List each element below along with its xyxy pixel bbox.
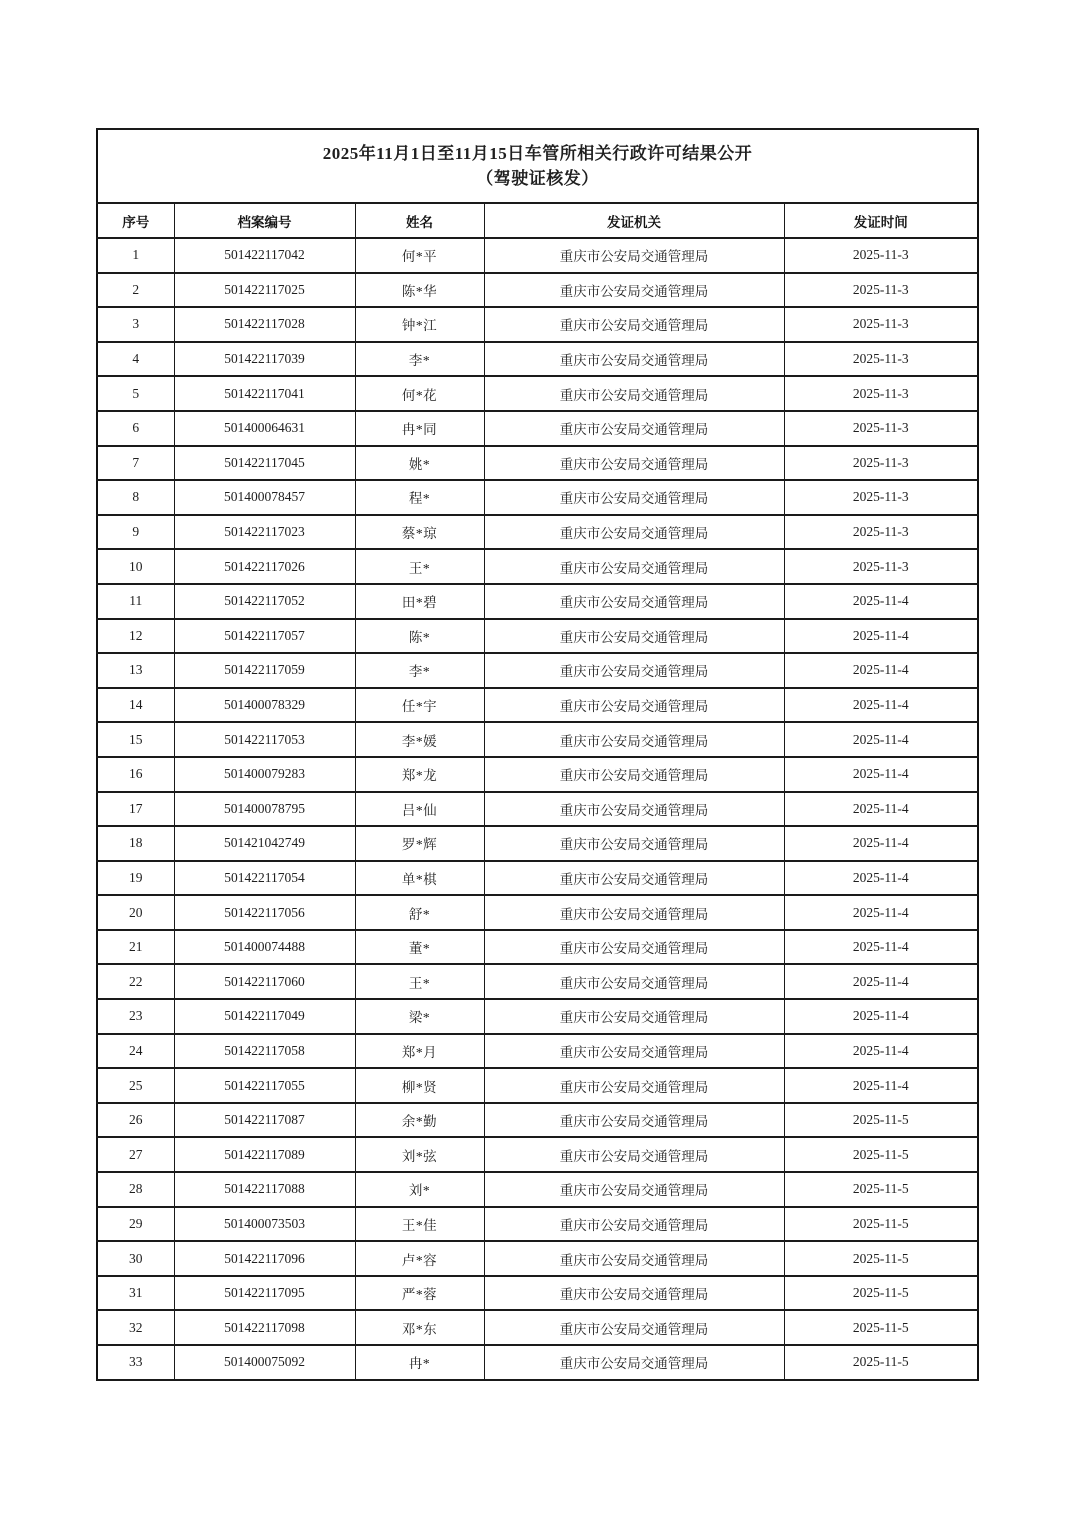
table-row bbox=[97, 549, 978, 584]
cell-name: 冉*同 bbox=[355, 411, 484, 446]
cell-issue-date: 2025-11-3 bbox=[784, 480, 978, 515]
cell-issue-date: 2025-11-4 bbox=[784, 584, 978, 619]
cell-issue-date: 2025-11-4 bbox=[784, 653, 978, 688]
cell-issue-date: 2025-11-4 bbox=[784, 1034, 978, 1069]
cell-issuer: 重庆市公安局交通管理局 bbox=[484, 1172, 784, 1207]
table-row bbox=[97, 1241, 978, 1276]
cell-issue-date: 2025-11-4 bbox=[784, 930, 978, 965]
table-row bbox=[97, 1310, 978, 1345]
cell-issue-date: 2025-11-5 bbox=[784, 1207, 978, 1242]
cell-file-number: 501400074488 bbox=[174, 930, 355, 965]
cell-file-number: 501422117057 bbox=[174, 619, 355, 654]
cell-index: 33 bbox=[97, 1345, 174, 1380]
cell-name: 任*宇 bbox=[355, 688, 484, 723]
cell-issue-date: 2025-11-4 bbox=[784, 895, 978, 930]
cell-issue-date: 2025-11-3 bbox=[784, 307, 978, 342]
cell-issuer: 重庆市公安局交通管理局 bbox=[484, 584, 784, 619]
cell-name: 何*花 bbox=[355, 376, 484, 411]
cell-issuer: 重庆市公安局交通管理局 bbox=[484, 619, 784, 654]
table-row bbox=[97, 688, 978, 723]
col-header-issue-date: 发证时间 bbox=[784, 203, 978, 238]
cell-issuer: 重庆市公安局交通管理局 bbox=[484, 1034, 784, 1069]
cell-file-number: 501422117055 bbox=[174, 1068, 355, 1103]
cell-index: 7 bbox=[97, 446, 174, 481]
cell-index: 17 bbox=[97, 792, 174, 827]
page-title bbox=[97, 129, 978, 203]
table-row bbox=[97, 446, 978, 481]
cell-issuer: 重庆市公安局交通管理局 bbox=[484, 999, 784, 1034]
cell-index: 3 bbox=[97, 307, 174, 342]
cell-file-number: 501422117054 bbox=[174, 861, 355, 896]
cell-issuer: 重庆市公安局交通管理局 bbox=[484, 1103, 784, 1138]
cell-file-number: 501422117049 bbox=[174, 999, 355, 1034]
header-row bbox=[97, 203, 978, 238]
cell-index: 24 bbox=[97, 1034, 174, 1069]
cell-issuer: 重庆市公安局交通管理局 bbox=[484, 307, 784, 342]
cell-issuer: 重庆市公安局交通管理局 bbox=[484, 722, 784, 757]
cell-name: 柳*贤 bbox=[355, 1068, 484, 1103]
cell-file-number: 501422117060 bbox=[174, 964, 355, 999]
cell-name: 田*碧 bbox=[355, 584, 484, 619]
cell-issuer: 重庆市公安局交通管理局 bbox=[484, 515, 784, 550]
cell-issuer: 重庆市公安局交通管理局 bbox=[484, 653, 784, 688]
cell-file-number: 501400073503 bbox=[174, 1207, 355, 1242]
table-row bbox=[97, 722, 978, 757]
cell-issue-date: 2025-11-3 bbox=[784, 238, 978, 273]
cell-issuer: 重庆市公安局交通管理局 bbox=[484, 342, 784, 377]
cell-index: 28 bbox=[97, 1172, 174, 1207]
page-title-line2: （驾驶证核发） bbox=[476, 169, 599, 188]
cell-name: 卢*容 bbox=[355, 1241, 484, 1276]
cell-issue-date: 2025-11-5 bbox=[784, 1345, 978, 1380]
cell-file-number: 501422117058 bbox=[174, 1034, 355, 1069]
table-row bbox=[97, 653, 978, 688]
cell-name: 程* bbox=[355, 480, 484, 515]
cell-issue-date: 2025-11-4 bbox=[784, 757, 978, 792]
cell-issuer: 重庆市公安局交通管理局 bbox=[484, 895, 784, 930]
cell-name: 李* bbox=[355, 653, 484, 688]
cell-name: 董* bbox=[355, 930, 484, 965]
cell-issuer: 重庆市公安局交通管理局 bbox=[484, 1207, 784, 1242]
cell-file-number: 501400078795 bbox=[174, 792, 355, 827]
table-row bbox=[97, 584, 978, 619]
cell-issue-date: 2025-11-3 bbox=[784, 515, 978, 550]
cell-index: 8 bbox=[97, 480, 174, 515]
cell-file-number: 501422117052 bbox=[174, 584, 355, 619]
cell-index: 10 bbox=[97, 549, 174, 584]
cell-file-number: 501422117023 bbox=[174, 515, 355, 550]
cell-issue-date: 2025-11-4 bbox=[784, 861, 978, 896]
cell-file-number: 501400078457 bbox=[174, 480, 355, 515]
cell-issue-date: 2025-11-3 bbox=[784, 376, 978, 411]
cell-file-number: 501422117098 bbox=[174, 1310, 355, 1345]
col-header-name: 姓名 bbox=[355, 203, 484, 238]
cell-index: 1 bbox=[97, 238, 174, 273]
cell-file-number: 501422117041 bbox=[174, 376, 355, 411]
title-row bbox=[97, 129, 978, 203]
cell-name: 余*勤 bbox=[355, 1103, 484, 1138]
cell-file-number: 501422117039 bbox=[174, 342, 355, 377]
cell-file-number: 501400075092 bbox=[174, 1345, 355, 1380]
cell-name: 冉* bbox=[355, 1345, 484, 1380]
cell-issue-date: 2025-11-5 bbox=[784, 1276, 978, 1311]
cell-issue-date: 2025-11-4 bbox=[784, 1068, 978, 1103]
cell-file-number: 501422117088 bbox=[174, 1172, 355, 1207]
cell-issuer: 重庆市公安局交通管理局 bbox=[484, 964, 784, 999]
cell-name: 姚* bbox=[355, 446, 484, 481]
table-row bbox=[97, 861, 978, 896]
cell-issuer: 重庆市公安局交通管理局 bbox=[484, 411, 784, 446]
cell-name: 舒* bbox=[355, 895, 484, 930]
table-row bbox=[97, 1207, 978, 1242]
cell-file-number: 501400078329 bbox=[174, 688, 355, 723]
cell-index: 11 bbox=[97, 584, 174, 619]
cell-issuer: 重庆市公安局交通管理局 bbox=[484, 549, 784, 584]
cell-issue-date: 2025-11-4 bbox=[784, 792, 978, 827]
cell-index: 12 bbox=[97, 619, 174, 654]
cell-name: 陈* bbox=[355, 619, 484, 654]
cell-index: 32 bbox=[97, 1310, 174, 1345]
cell-index: 15 bbox=[97, 722, 174, 757]
cell-file-number: 501422117045 bbox=[174, 446, 355, 481]
table-body bbox=[97, 238, 978, 1380]
table-row bbox=[97, 792, 978, 827]
cell-issuer: 重庆市公安局交通管理局 bbox=[484, 273, 784, 308]
table-row bbox=[97, 1345, 978, 1380]
cell-index: 4 bbox=[97, 342, 174, 377]
cell-issue-date: 2025-11-5 bbox=[784, 1310, 978, 1345]
cell-file-number: 501422117026 bbox=[174, 549, 355, 584]
table-row bbox=[97, 411, 978, 446]
cell-file-number: 501422117028 bbox=[174, 307, 355, 342]
cell-name: 单*棋 bbox=[355, 861, 484, 896]
cell-name: 梁* bbox=[355, 999, 484, 1034]
table-row bbox=[97, 515, 978, 550]
col-header-file-number: 档案编号 bbox=[174, 203, 355, 238]
cell-index: 20 bbox=[97, 895, 174, 930]
table-row bbox=[97, 1276, 978, 1311]
cell-name: 钟*江 bbox=[355, 307, 484, 342]
table-row bbox=[97, 273, 978, 308]
cell-name: 吕*仙 bbox=[355, 792, 484, 827]
cell-index: 29 bbox=[97, 1207, 174, 1242]
cell-name: 严*蓉 bbox=[355, 1276, 484, 1311]
cell-index: 27 bbox=[97, 1137, 174, 1172]
cell-index: 25 bbox=[97, 1068, 174, 1103]
cell-file-number: 501421042749 bbox=[174, 826, 355, 861]
cell-index: 9 bbox=[97, 515, 174, 550]
cell-name: 何*平 bbox=[355, 238, 484, 273]
cell-index: 30 bbox=[97, 1241, 174, 1276]
cell-name: 刘* bbox=[355, 1172, 484, 1207]
cell-name: 罗*辉 bbox=[355, 826, 484, 861]
cell-file-number: 501422117096 bbox=[174, 1241, 355, 1276]
cell-index: 16 bbox=[97, 757, 174, 792]
cell-name: 王* bbox=[355, 549, 484, 584]
cell-issue-date: 2025-11-4 bbox=[784, 964, 978, 999]
cell-issue-date: 2025-11-4 bbox=[784, 688, 978, 723]
cell-issuer: 重庆市公安局交通管理局 bbox=[484, 688, 784, 723]
cell-name: 郑*龙 bbox=[355, 757, 484, 792]
cell-file-number: 501422117095 bbox=[174, 1276, 355, 1311]
cell-file-number: 501422117089 bbox=[174, 1137, 355, 1172]
cell-issue-date: 2025-11-4 bbox=[784, 826, 978, 861]
cell-index: 23 bbox=[97, 999, 174, 1034]
cell-file-number: 501400064631 bbox=[174, 411, 355, 446]
cell-issue-date: 2025-11-3 bbox=[784, 273, 978, 308]
cell-name: 王*佳 bbox=[355, 1207, 484, 1242]
license-results-table bbox=[96, 128, 979, 1381]
cell-issue-date: 2025-11-4 bbox=[784, 999, 978, 1034]
cell-index: 26 bbox=[97, 1103, 174, 1138]
cell-name: 李*媛 bbox=[355, 722, 484, 757]
table-row bbox=[97, 1137, 978, 1172]
cell-issuer: 重庆市公安局交通管理局 bbox=[484, 1241, 784, 1276]
cell-issuer: 重庆市公安局交通管理局 bbox=[484, 826, 784, 861]
cell-issue-date: 2025-11-3 bbox=[784, 446, 978, 481]
cell-name: 陈*华 bbox=[355, 273, 484, 308]
cell-index: 2 bbox=[97, 273, 174, 308]
cell-issue-date: 2025-11-3 bbox=[784, 549, 978, 584]
table-row bbox=[97, 895, 978, 930]
cell-file-number: 501422117056 bbox=[174, 895, 355, 930]
cell-issuer: 重庆市公安局交通管理局 bbox=[484, 480, 784, 515]
cell-index: 21 bbox=[97, 930, 174, 965]
cell-issuer: 重庆市公安局交通管理局 bbox=[484, 1068, 784, 1103]
cell-issue-date: 2025-11-4 bbox=[784, 619, 978, 654]
cell-issue-date: 2025-11-5 bbox=[784, 1137, 978, 1172]
cell-name: 邓*东 bbox=[355, 1310, 484, 1345]
table-row bbox=[97, 1172, 978, 1207]
table-row bbox=[97, 307, 978, 342]
table-row bbox=[97, 480, 978, 515]
cell-index: 6 bbox=[97, 411, 174, 446]
table-row bbox=[97, 826, 978, 861]
cell-name: 李* bbox=[355, 342, 484, 377]
table-row bbox=[97, 999, 978, 1034]
cell-file-number: 501422117053 bbox=[174, 722, 355, 757]
cell-file-number: 501422117042 bbox=[174, 238, 355, 273]
cell-index: 31 bbox=[97, 1276, 174, 1311]
cell-index: 19 bbox=[97, 861, 174, 896]
cell-file-number: 501400079283 bbox=[174, 757, 355, 792]
cell-file-number: 501422117059 bbox=[174, 653, 355, 688]
table-row bbox=[97, 619, 978, 654]
cell-issue-date: 2025-11-5 bbox=[784, 1172, 978, 1207]
cell-index: 5 bbox=[97, 376, 174, 411]
cell-issuer: 重庆市公安局交通管理局 bbox=[484, 1137, 784, 1172]
table-row bbox=[97, 238, 978, 273]
cell-file-number: 501422117087 bbox=[174, 1103, 355, 1138]
cell-issuer: 重庆市公安局交通管理局 bbox=[484, 446, 784, 481]
table-row bbox=[97, 1034, 978, 1069]
cell-issue-date: 2025-11-4 bbox=[784, 722, 978, 757]
cell-name: 蔡*琼 bbox=[355, 515, 484, 550]
table-row bbox=[97, 1103, 978, 1138]
cell-issuer: 重庆市公安局交通管理局 bbox=[484, 861, 784, 896]
cell-issuer: 重庆市公安局交通管理局 bbox=[484, 376, 784, 411]
table-row bbox=[97, 757, 978, 792]
table-row bbox=[97, 964, 978, 999]
table-row bbox=[97, 930, 978, 965]
cell-issue-date: 2025-11-5 bbox=[784, 1241, 978, 1276]
cell-issue-date: 2025-11-3 bbox=[784, 342, 978, 377]
cell-issuer: 重庆市公安局交通管理局 bbox=[484, 1310, 784, 1345]
cell-index: 22 bbox=[97, 964, 174, 999]
table-row bbox=[97, 376, 978, 411]
table-row bbox=[97, 342, 978, 377]
col-header-index: 序号 bbox=[97, 203, 174, 238]
col-header-issuer: 发证机关 bbox=[484, 203, 784, 238]
cell-name: 刘*弦 bbox=[355, 1137, 484, 1172]
cell-index: 18 bbox=[97, 826, 174, 861]
cell-index: 13 bbox=[97, 653, 174, 688]
cell-name: 王* bbox=[355, 964, 484, 999]
cell-issue-date: 2025-11-5 bbox=[784, 1103, 978, 1138]
cell-issuer: 重庆市公安局交通管理局 bbox=[484, 792, 784, 827]
table-row bbox=[97, 1068, 978, 1103]
cell-file-number: 501422117025 bbox=[174, 273, 355, 308]
page-title-line1: 2025年11月1日至11月15日车管所相关行政许可结果公开 bbox=[322, 144, 753, 163]
cell-issuer: 重庆市公安局交通管理局 bbox=[484, 1345, 784, 1380]
cell-issuer: 重庆市公安局交通管理局 bbox=[484, 238, 784, 273]
cell-index: 14 bbox=[97, 688, 174, 723]
cell-issuer: 重庆市公安局交通管理局 bbox=[484, 757, 784, 792]
cell-issue-date: 2025-11-3 bbox=[784, 411, 978, 446]
cell-issuer: 重庆市公安局交通管理局 bbox=[484, 1276, 784, 1311]
cell-issuer: 重庆市公安局交通管理局 bbox=[484, 930, 784, 965]
cell-name: 郑*月 bbox=[355, 1034, 484, 1069]
